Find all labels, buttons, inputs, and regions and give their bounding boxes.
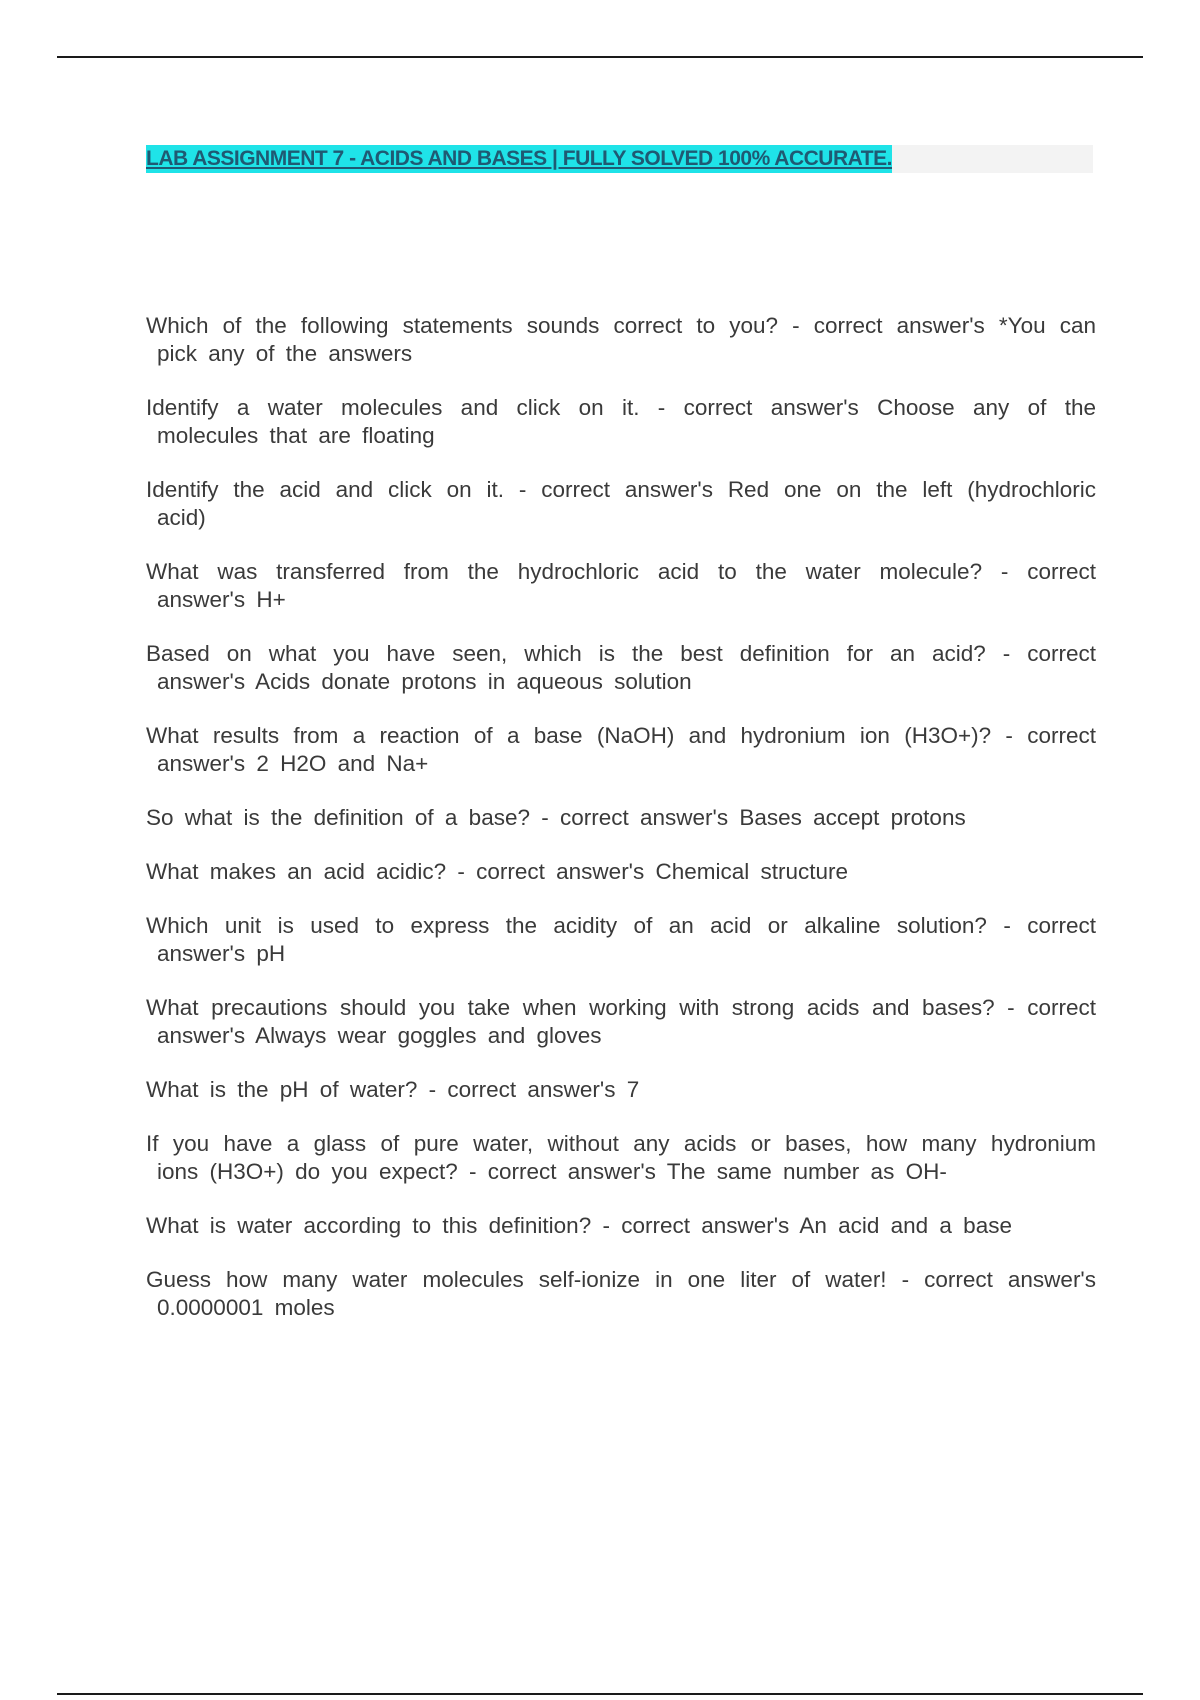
question-text: So what is the definition of a base? <box>146 805 530 830</box>
answer-text: Always wear goggles and gloves <box>255 1023 602 1048</box>
question-text: Guess how many water molecules self-ionize in one liter of water! <box>146 1267 887 1292</box>
answer-separator: - correct answer's <box>157 913 1096 966</box>
answer-separator: - correct answer's <box>446 859 656 884</box>
answer-separator: - correct answer's <box>157 559 1097 612</box>
question-text: Identify the acid and click on it. <box>146 477 505 502</box>
answer-separator: - correct answer's <box>157 723 1096 776</box>
answer-separator: - correct answer's <box>886 1267 1096 1292</box>
answer-separator: - correct answer's <box>417 1077 627 1102</box>
question-text: What results from a reaction of a base (NaOH) and hydronium ion (H3O+)? <box>146 723 992 748</box>
question-text: What is water according to this definition? <box>146 1213 592 1238</box>
question-text: What is the pH of water? <box>146 1077 418 1102</box>
qa-item <box>146 1266 1096 1322</box>
document-title: LAB ASSIGNMENT 7 - ACIDS AND BASES | FULLY SOLVED 100% ACCURATE. <box>146 145 892 173</box>
answer-text: Acids donate protons in aqueous solution <box>255 669 692 694</box>
qa-item <box>146 558 1096 614</box>
qa-item <box>146 394 1096 450</box>
question-text: Which unit is used to express the acidity of an acid or alkaline solution? <box>146 913 987 938</box>
answer-text: 2 H2O and Na+ <box>256 751 429 776</box>
question-text: If you have a glass of pure water, without any acids or bases, how many hydronium ions (H3O+) do you expect? <box>146 1131 1096 1184</box>
answer-text: Chemical structure <box>655 859 849 884</box>
title-band <box>146 145 1093 173</box>
answer-text: pH <box>256 941 286 966</box>
answer-text: Bases accept protons <box>739 805 966 830</box>
qa-item <box>146 722 1096 778</box>
top-rule <box>57 56 1143 58</box>
qa-item <box>146 858 1096 886</box>
question-text: Which of the following statements sounds correct to you? <box>146 313 779 338</box>
qa-item <box>146 1076 1096 1104</box>
qa-item <box>146 312 1096 368</box>
qa-item <box>146 640 1096 696</box>
question-text: What was transferred from the hydrochloric acid to the water molecule? <box>146 559 983 584</box>
answer-text: Red one on the left (hydrochloric acid) <box>157 477 1097 530</box>
answer-separator: - correct answer's <box>639 395 878 420</box>
qa-item <box>146 994 1096 1050</box>
answer-text: H+ <box>256 587 286 612</box>
answer-separator: - correct answer's <box>157 995 1096 1048</box>
question-text: What makes an acid acidic? <box>146 859 447 884</box>
answer-separator: - correct answer's <box>504 477 728 502</box>
qa-item <box>146 1130 1096 1186</box>
answer-separator: - correct answer's <box>157 641 1096 694</box>
answer-text: 0.0000001 moles <box>157 1295 335 1320</box>
question-text: What precautions should you take when working with strong acids and bases? <box>146 995 995 1020</box>
answer-text: *You can pick any of the answers <box>157 313 1097 366</box>
answer-separator: - correct answer's <box>591 1213 800 1238</box>
answer-text: An acid and a base <box>799 1213 1012 1238</box>
question-text: Based on what you have seen, which is the best definition for an acid? <box>146 641 986 666</box>
answer-text: The same number as OH- <box>666 1159 947 1184</box>
qa-item <box>146 476 1096 532</box>
bottom-rule <box>57 1693 1143 1695</box>
answer-text: 7 <box>626 1077 640 1102</box>
question-text: Identify a water molecules and click on it. <box>146 395 640 420</box>
qa-item <box>146 912 1096 968</box>
answer-text: Choose any of the molecules that are floating <box>157 395 1096 448</box>
qa-list <box>146 312 1096 1348</box>
answer-separator: - correct answer's <box>529 805 740 830</box>
answer-separator: - correct answer's <box>778 313 999 338</box>
answer-separator: - correct answer's <box>457 1159 667 1184</box>
qa-item <box>146 804 1096 832</box>
qa-item <box>146 1212 1096 1240</box>
